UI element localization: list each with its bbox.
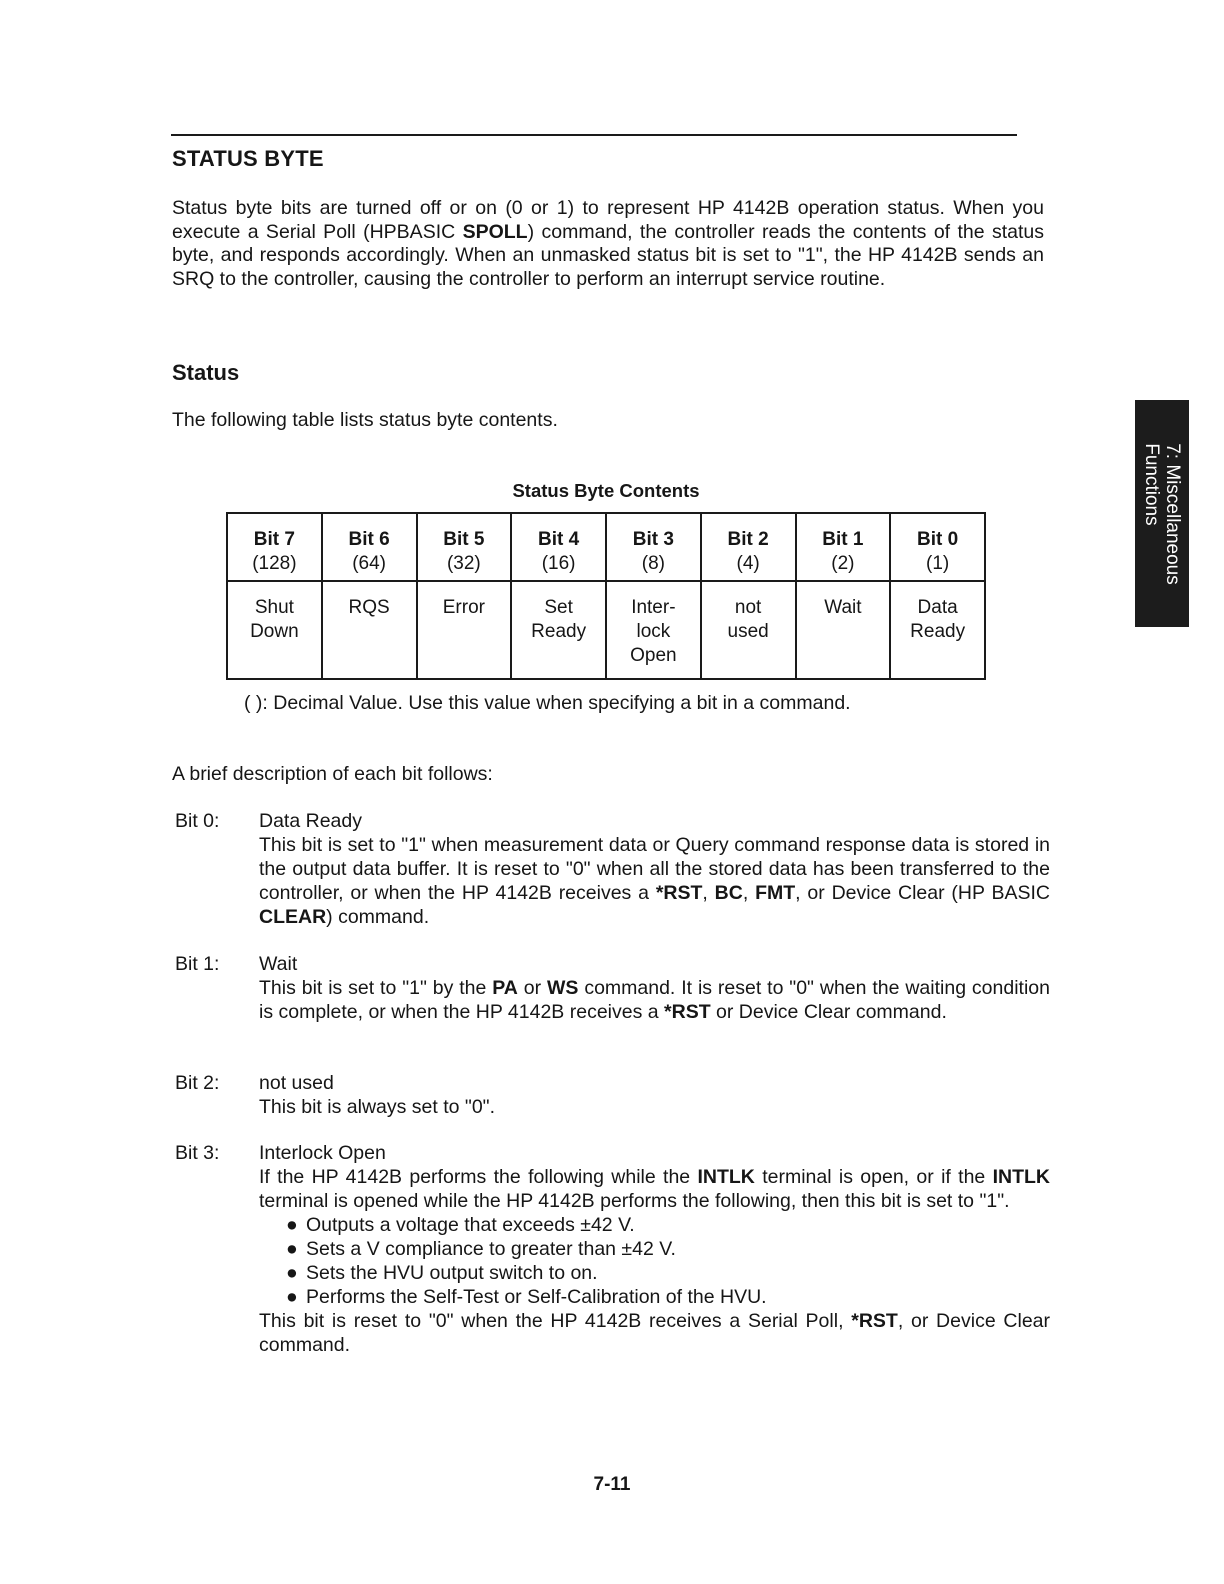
bullet-icon: ●: [286, 1238, 298, 1260]
chapter-tab: [1135, 400, 1189, 627]
bullet-icon: ●: [286, 1262, 298, 1284]
brief-lead: A brief description of each bit follows:: [172, 763, 493, 785]
bit1-description: [172, 952, 1050, 1024]
bullet-icon: ●: [286, 1214, 298, 1236]
table-value-cell: not used: [701, 581, 796, 679]
table-header-cell: Bit 5 (32): [417, 513, 512, 581]
status-byte-table: [226, 512, 986, 680]
bit-text: This bit is always set to "0".: [259, 1096, 496, 1118]
bit-text: If the HP 4142B performs the following while the INTLK terminal is open, or if the INTLK terminal is opened while the HP 4142B performs the following, then this bit is set to "1".: [259, 1166, 1050, 1212]
spoll-keyword: SPOLL: [462, 220, 528, 243]
bit-name: Data Ready: [259, 810, 362, 832]
table-header-row: [227, 513, 985, 581]
chapter-tab-line1: 7: Miscellaneous: [1162, 442, 1183, 585]
list-item: ● Sets the HVU output switch to on.: [286, 1262, 598, 1284]
page-number: 7-11: [593, 1474, 631, 1495]
table-header-cell: Bit 4 (16): [511, 513, 606, 581]
bullet-icon: ●: [286, 1286, 298, 1308]
bit-name: Interlock Open: [259, 1142, 386, 1164]
table-value-cell: Inter- lock Open: [606, 581, 701, 679]
bullet-list: [259, 1213, 1050, 1309]
bit-reset-text: This bit is reset to "0" when the HP 4142B receives a Serial Poll, *RST, or Device Clear command.: [259, 1310, 1050, 1356]
list-item: ● Sets a V compliance to greater than ±42 V.: [286, 1238, 676, 1260]
table-value-row: [227, 581, 985, 679]
table-lead: The following table lists status byte contents.: [172, 409, 558, 431]
bit3-description: [172, 1141, 1050, 1357]
top-rule: [171, 134, 1017, 136]
table-value-cell: Shut Down: [227, 581, 322, 679]
bit-label: Bit 0:: [175, 810, 220, 832]
table-header-cell: Bit 7 (128): [227, 513, 322, 581]
bit-label: Bit 1:: [175, 953, 220, 975]
chapter-tab-line2: Functions: [1141, 442, 1162, 526]
table-header-cell: Bit 2 (4): [701, 513, 796, 581]
bit0-description: [172, 809, 1050, 929]
table-value-cell: Error: [417, 581, 512, 679]
bit-label: Bit 3:: [175, 1142, 220, 1164]
table-value-cell: Wait: [796, 581, 891, 679]
table-caption: Status Byte Contents: [512, 480, 700, 501]
table-header-cell: Bit 0 (1): [890, 513, 985, 581]
bit-label: Bit 2:: [175, 1072, 220, 1094]
table-header-cell: Bit 6 (64): [322, 513, 417, 581]
bit-text: This bit is set to "1" by the PA or WS command. It is reset to "0" when the waiting condition is complete, or when the HP 4142B receives a *RST or Device Clear command.: [259, 977, 1050, 1023]
list-item: ● Outputs a voltage that exceeds ±42 V.: [286, 1214, 635, 1236]
section-title: STATUS BYTE: [172, 146, 324, 171]
table-value-cell: Data Ready: [890, 581, 985, 679]
bit-name: Wait: [259, 953, 298, 975]
table-value-cell: Set Ready: [511, 581, 606, 679]
intro-paragraph: Status byte bits are turned off or on (0 or 1) to represent HP 4142B operation status. When you execute a Serial Poll (HPBASIC SPOLL) command, the controller reads the contents of the status byte, and responds accordingly. When an unmasked status bit is set to "1", the HP 4142B sends an SRQ to the controller, causing the controller to perform an interrupt service routine.: [172, 197, 1045, 290]
table-value-cell: RQS: [322, 581, 417, 679]
bit-name: not used: [259, 1072, 334, 1094]
list-item: ● Performs the Self-Test or Self-Calibration of the HVU.: [286, 1286, 767, 1308]
table-header-cell: Bit 3 (8): [606, 513, 701, 581]
subsection-title: Status: [172, 360, 240, 385]
bit2-description: [172, 1071, 1050, 1119]
table-note: ( ): Decimal Value. Use this value when specifying a bit in a command.: [244, 692, 851, 714]
table-header-cell: Bit 1 (2): [796, 513, 891, 581]
bit-text: This bit is set to "1" when measurement data or Query command response data is stored in the output data buffer. It is reset to "0" when all the stored data has been transferred to the controller, or when the HP 4142B receives a *RST, BC, FMT, or Device Clear (HP BASIC CLEAR) command.: [259, 834, 1050, 928]
